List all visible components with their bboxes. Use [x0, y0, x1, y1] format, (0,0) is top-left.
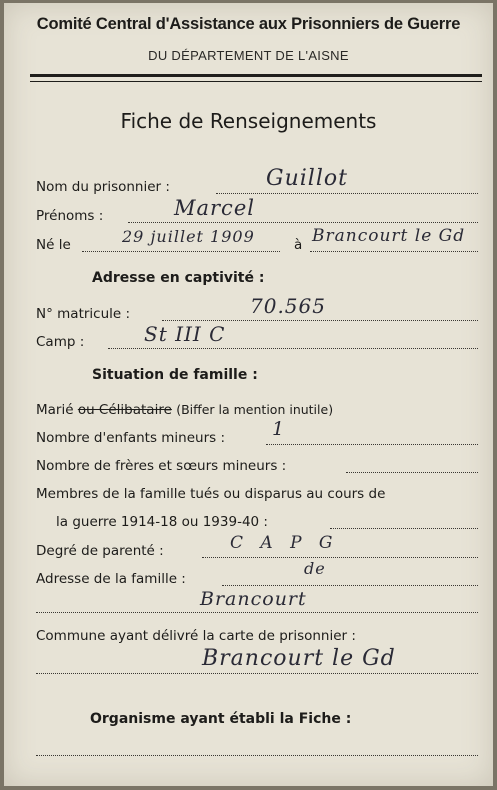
prenoms-label: Prénoms :: [36, 208, 104, 224]
commune-label: Commune ayant délivré la carte de prisonnier :: [36, 628, 356, 644]
enfants-value[interactable]: 1: [272, 418, 286, 440]
section-organisme: Organisme ayant établi la Fiche :: [90, 711, 352, 727]
degre-line: [202, 557, 478, 558]
department-subtitle: DU DÉPARTEMENT DE L'AISNE: [148, 48, 349, 63]
nom-line: [216, 193, 478, 194]
enfants-label: Nombre d'enfants mineurs :: [36, 430, 226, 446]
enfants-line: [266, 444, 478, 445]
matricule-line: [162, 320, 478, 321]
form-title: Fiche de Renseignements: [120, 109, 377, 133]
committee-title: Comité Central d'Assistance aux Prisonniers de Guerre: [36, 15, 461, 33]
commune-line: [36, 673, 478, 674]
a-label: à: [294, 237, 303, 253]
organisme-line[interactable]: [36, 755, 478, 756]
marie-row: [36, 402, 333, 418]
prenoms-line: [128, 222, 478, 223]
camp-line: [108, 348, 478, 349]
membres-label-line1: Membres de la famille tués ou disparus au cours de: [36, 486, 386, 502]
form-card: [4, 3, 493, 786]
section-captivite: Adresse en captivité :: [92, 270, 265, 286]
freres-line: [346, 472, 478, 473]
freres-label: Nombre de frères et sœurs mineurs :: [36, 458, 287, 474]
adresse-value2[interactable]: Brancourt: [200, 588, 307, 610]
prenoms-value[interactable]: Marcel: [174, 196, 255, 220]
ne-le-label: Né le: [36, 237, 71, 253]
nom-label: Nom du prisonnier :: [36, 179, 170, 195]
birth-place-value[interactable]: Brancourt le Gd: [312, 226, 466, 246]
adresse-line2: [36, 612, 478, 613]
nom-value[interactable]: Guillot: [266, 166, 348, 191]
matricule-value[interactable]: 70.565: [250, 294, 326, 318]
biffer-note: (Biffer la mention inutile): [176, 402, 334, 417]
date-line: [82, 251, 280, 252]
marie-label: Marié: [36, 402, 74, 418]
commune-value[interactable]: Brancourt le Gd: [202, 646, 396, 671]
adresse-famille-label: Adresse de la famille :: [36, 571, 186, 587]
camp-value[interactable]: St III C: [144, 322, 226, 346]
membres-line: [330, 528, 478, 529]
adresse-value1[interactable]: de: [304, 559, 326, 578]
header-rule-thin: [30, 81, 482, 82]
section-famille: Situation de famille :: [92, 367, 258, 383]
birth-date-value[interactable]: 29 juillet 1909: [122, 227, 255, 246]
matricule-label: N° matricule :: [36, 306, 131, 322]
adresse-line1: [222, 585, 478, 586]
degre-label: Degré de parenté :: [36, 543, 164, 559]
camp-label: Camp :: [36, 334, 85, 350]
degre-value[interactable]: C A P G: [230, 533, 339, 553]
celibataire-struck: ou Célibataire: [77, 402, 172, 418]
membres-label-line2: la guerre 1914-18 ou 1939-40 :: [56, 514, 268, 530]
header-rule-thick: [30, 74, 482, 77]
lieu-line: [310, 251, 478, 252]
